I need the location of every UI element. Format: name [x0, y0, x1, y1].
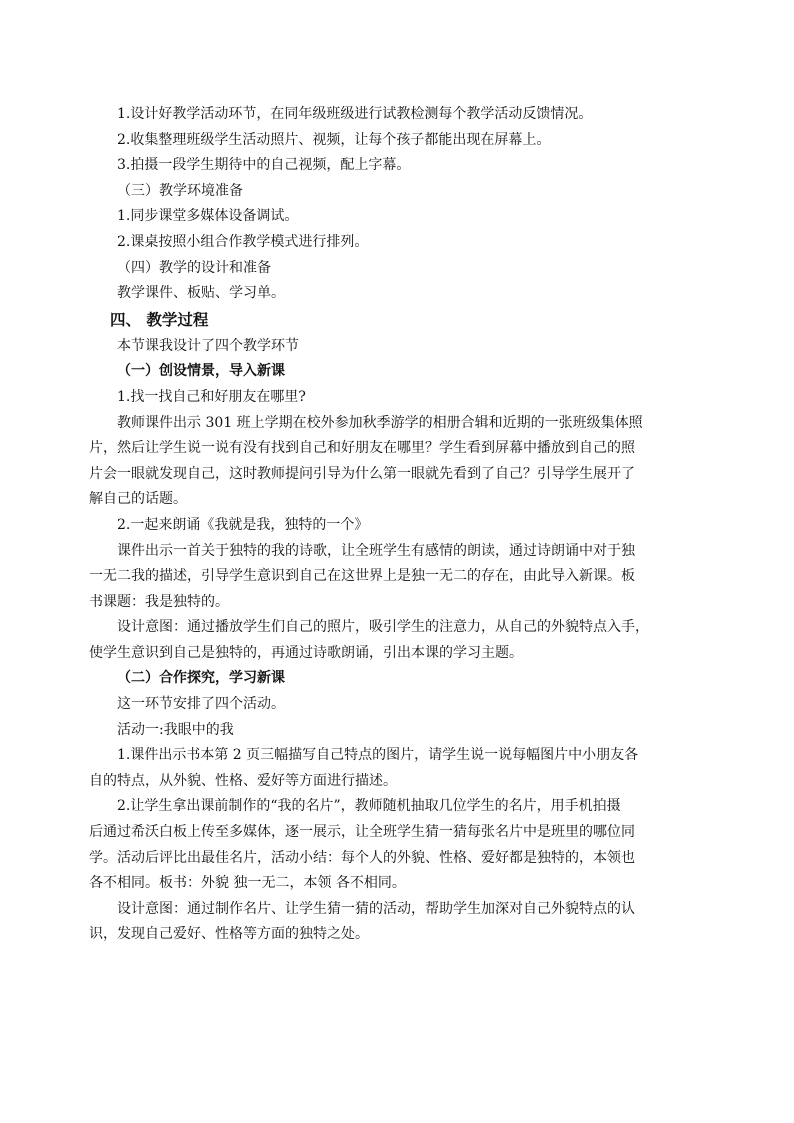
part1-question-2: 2.一起来朗诵《我就是我，独特的一个》: [117, 516, 369, 533]
process-heading: 四、 教学过程: [110, 310, 209, 329]
part1-para2-line3: 书课题：我是独特的。: [89, 593, 229, 610]
part2-title: （二）合作探究，学习新课: [117, 670, 285, 687]
part1-para1-line2: 片，然后让学生说一说有没有找到自己和好朋友在哪里？学生看到屏幕中播放到自己的照: [89, 440, 635, 457]
part1-title: （一）创设情景，导入新课: [117, 363, 285, 380]
prep-item-2: 2.收集整理班级学生活动照片、视频，让每个孩子都能出现在屏幕上。: [117, 131, 551, 148]
design-section-title: （四）教学的设计和准备: [117, 259, 271, 276]
part2-intent-line1: 设计意图：通过制作名片、让学生猜一猜的活动，帮助学生加深对自己外貌特点的认: [117, 900, 635, 917]
prep-item-1: 1.设计好教学活动环节，在同年级班级进行试教检测每个教学活动反馈情况。: [117, 106, 593, 122]
activity1-item2-line1: 2.让学生拿出课前制作的“我的名片”，教师随机抽取几位学生的名片，用手机拍摄: [117, 798, 621, 815]
prep-item-3: 3.拍摄一段学生期待中的自己视频，配上字幕。: [117, 157, 411, 174]
part1-para1-line3: 片会一眼就发现自己，这时教师提问引导为什么第一眼就先看到了自己？引导学生展开了: [89, 465, 635, 482]
activity1-item1-line2: 自的特点，从外貌、性格、爱好等方面进行描述。: [89, 772, 397, 789]
part1-question-1: 1.找一找自己和好朋友在哪里?: [117, 388, 306, 405]
part1-intent-line2: 使学生意识到自己是独特的，再通过诗歌朗诵，引出本课的学习主题。: [89, 644, 523, 661]
part1-para1-line1: 教师课件出示 301 班上学期在校外参加秋季游学的相册合辑和近期的一张班级集体照: [117, 414, 643, 431]
part1-para2-line1: 课件出示一首关于独特的我的诗歌，让全班学生有感情的朗读，通过诗朗诵中对于独: [117, 542, 635, 559]
activity1-item2-line3: 学。活动后评比出最佳名片，活动小结：每个人的外貌、性格、爱好都是独特的，本领也: [89, 849, 635, 866]
part2-intent-line2: 识，发现自己爱好、性格等方面的独特之处。: [89, 926, 369, 943]
part2-intro: 这一环节安排了四个活动。: [117, 696, 285, 713]
process-intro: 本节课我设计了四个教学环节: [117, 337, 299, 354]
part1-para2-line2: 一无二我的描述，引导学生意识到自己在这世界上是独一无二的存在，由此导入新课。板: [89, 568, 635, 585]
part1-para1-line4: 解自己的话题。: [89, 491, 187, 508]
env-item-2: 2.课桌按照小组合作教学模式进行排列。: [117, 233, 369, 250]
env-section-title: （三）教学环境准备: [117, 182, 243, 199]
part1-intent-line1: 设计意图：通过播放学生们自己的照片，吸引学生的注意力，从自己的外貌特点入手，: [117, 619, 649, 636]
design-section-text: 教学课件、板贴、学习单。: [117, 285, 285, 302]
document-body: [89, 102, 717, 948]
activity1-item2-line4: 各不相同。板书：外貌 独一无二，本领 各不相同。: [89, 875, 406, 892]
activity1-item2-line2: 后通过希沃白板上传至多媒体，逐一展示，让全班学生猜一猜每张名片中是班里的哪位同: [89, 824, 635, 841]
activity1-title: 活动一:我眼中的我: [117, 721, 234, 738]
activity1-item1-line1: 1.课件出示书本第 2 页三幅描写自己特点的图片，请学生说一说每幅图片中小朋友各: [117, 747, 639, 764]
env-item-1: 1.同步课堂多媒体设备调试。: [117, 208, 299, 225]
